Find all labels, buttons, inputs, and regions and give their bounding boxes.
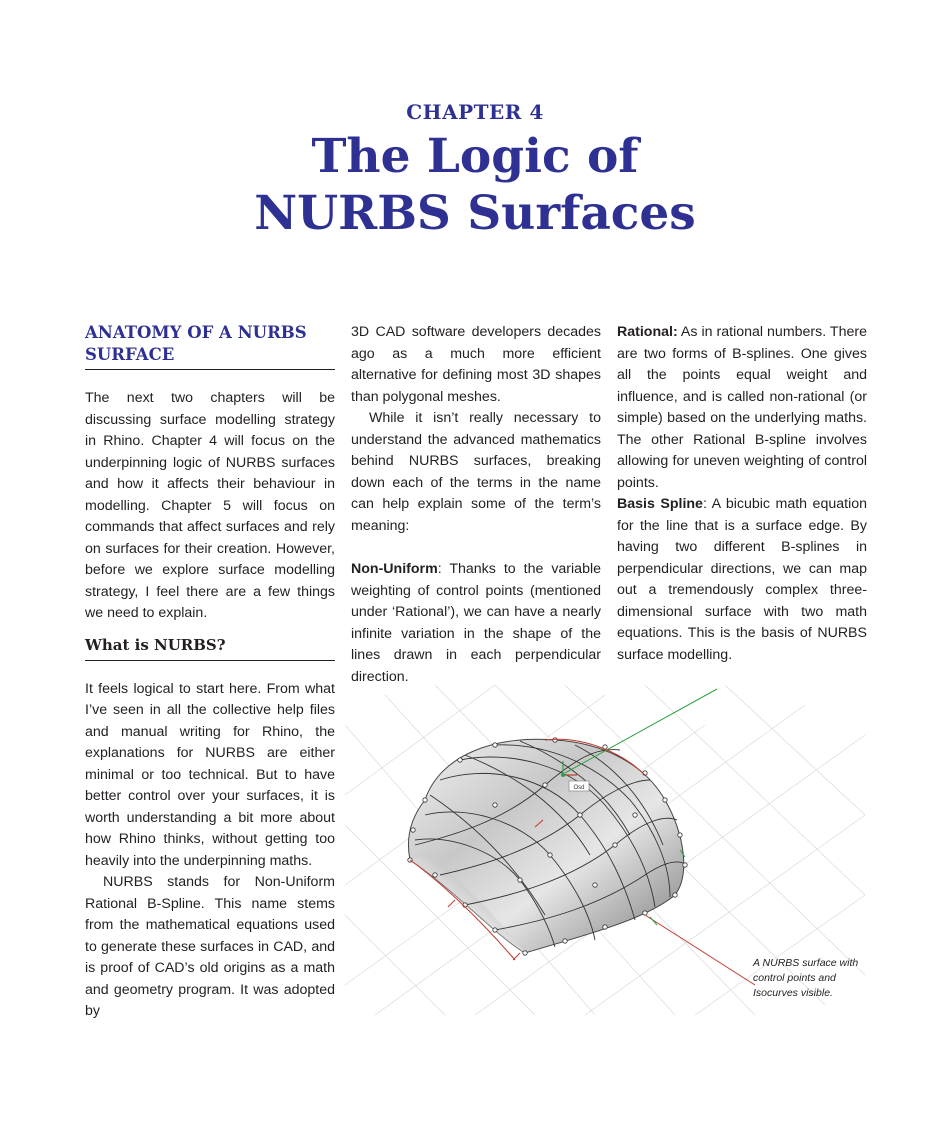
definition-non-uniform xyxy=(351,559,601,688)
paragraph: 3D CAD software developers decades ago as a much more efficient alternative for defining most 3D shapes than polygonal meshes. xyxy=(351,324,601,405)
chapter-title xyxy=(0,128,930,242)
term-label: Basis Spline xyxy=(617,496,703,512)
axis-green xyxy=(565,689,717,773)
chapter-title-line-1: The Logic of xyxy=(311,129,639,184)
definition-basis-spline xyxy=(617,494,867,666)
term-label: Rational: xyxy=(617,324,678,340)
column-3 xyxy=(617,322,867,666)
definition-rational xyxy=(617,322,867,494)
term-label: Non-Uniform xyxy=(351,561,438,577)
nurbs-surface xyxy=(408,739,683,953)
gumball-tag: Osd xyxy=(573,785,585,791)
term-definition: : Thanks to the variable weighting of control points (mentioned under ‘Rational’), we can have a nearly infinite variation in the shape of the lines drawn in each perpendicular direction. xyxy=(351,561,601,685)
chapter-title-line-2: NURBS Surfaces xyxy=(254,186,696,241)
figure-caption: A NURBS surface with control points and Isocurves visible. xyxy=(753,957,859,999)
paragraph: While it isn’t really necessary to understand the advanced mathematics behind NURBS surfaces, breaking down each of the terms in the name can help explain some of the term’s meaning: xyxy=(351,410,601,534)
axis-red xyxy=(645,915,755,985)
section-heading: ANATOMY OF A NURBS SURFACE xyxy=(85,322,335,370)
paragraph: NURBS stands for Non-Uniform Rational B-Spline. This name stems from the mathematical equations used to generate these surfaces in CAD, and is proof of CAD’s old origins as a math and geometry program. It was adopted by xyxy=(85,874,335,1019)
column-1 xyxy=(85,322,335,1023)
term-definition: : A bicubic math equation for the line that is a surface edge. By having two different B-splines in perpendicular directions, we can map out a tremendously complex three-dimensional surface with two math equations. This is the basis of NURBS surface modelling. xyxy=(617,496,867,663)
paragraph: The next two chapters will be discussing surface modelling strategy in Rhino. Chapter 4 will focus on the underpinning logic of NURBS surfaces and how it affects their behaviour in modelling. Chapter 5 will focus on commands that affect surfaces and rely on surfaces for their creation. However, before we explore surface modelling strategy, I feel there are a few things we need to explain. xyxy=(85,390,335,621)
chapter-label: CHAPTER 4 xyxy=(406,100,544,124)
column-2 xyxy=(351,322,601,688)
paragraph: It feels logical to start here. From what I’ve seen in all the collective help files and manual writing for Rhino, the explanations for NURBS are either minimal or too technical. But to have better control over your surfaces, it is worth understanding a bit more about how Rhino thinks, without getting too heavily into the underpinning maths. xyxy=(85,680,335,869)
term-definition: As in rational numbers. There are two forms of B-splines. One gives all the points equal weight and influence, and is called non-rational (or simple) based on the underlying maths. The other Rational B-spline involves allowing for uneven weighting of control points. xyxy=(617,324,867,491)
subsection-heading: What is NURBS? xyxy=(85,635,335,661)
